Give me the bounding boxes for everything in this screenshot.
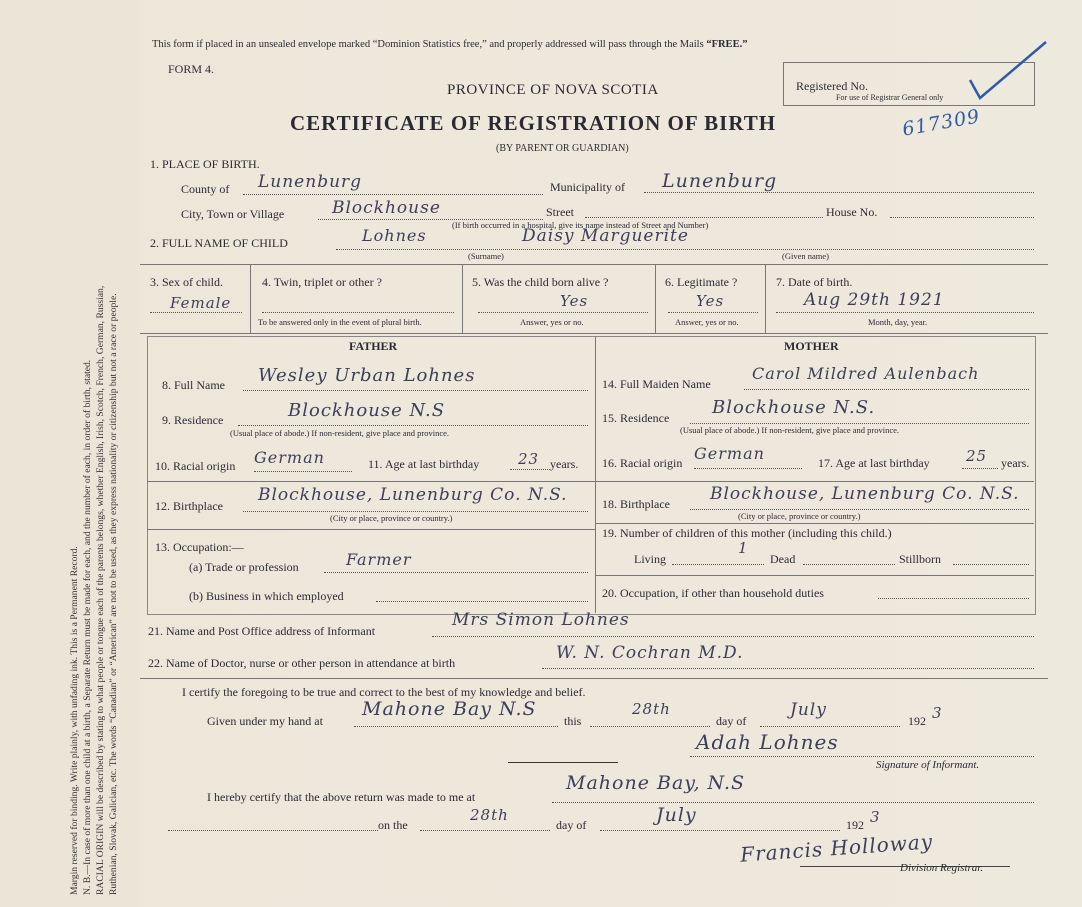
stillborn-label: Stillborn: [899, 552, 942, 566]
informant-value: Mrs Simon Lohnes: [452, 610, 630, 630]
return-place-line: [552, 802, 1034, 803]
father-birthplace-note: (City or place, province or country.): [330, 513, 453, 523]
doctor-line: [542, 668, 1034, 669]
certify-text: I certify the foregoing to be true and correct to the best of my knowledge and belief.: [182, 685, 586, 699]
mother-birthplace-label: 18. Birthplace: [602, 497, 670, 511]
house-label: House No.: [826, 205, 878, 219]
father-name-value: Wesley Urban Lohnes: [258, 365, 476, 386]
registrar-day-value: 28th: [470, 806, 509, 824]
sex-line: [150, 312, 242, 313]
father-abode-note: (Usual place of abode.) If non-resident, give place and province.: [230, 428, 450, 438]
given-at-label: Given under my hand at: [207, 714, 323, 728]
father-age-line: [510, 469, 550, 470]
business-line: [376, 601, 588, 602]
informant-signature: Adah Lohnes: [696, 730, 839, 754]
given-day-value: 28th: [632, 700, 671, 718]
informant-line: [432, 636, 1034, 637]
street-label: Street: [546, 205, 574, 219]
registrar-month-line: [600, 830, 840, 831]
divider: [765, 264, 766, 333]
form-number: FORM 4.: [168, 62, 215, 76]
mother-residence-value: Blockhouse N.S.: [712, 397, 876, 418]
mother-name-line: [744, 389, 1029, 390]
county-label: County of: [181, 182, 230, 196]
registrar-blank-line: [168, 830, 378, 831]
child-name-label: 2. FULL NAME OF CHILD: [150, 236, 288, 250]
surname-note: (Surname): [468, 251, 504, 261]
father-birthplace-value: Blockhouse, Lunenburg Co. N.S.: [258, 485, 568, 505]
registrar-month-value: July: [656, 804, 697, 826]
informant-label: 21. Name and Post Office address of Informant: [148, 624, 376, 638]
mother-racial-value: German: [694, 444, 765, 463]
given-note: (Given name): [782, 251, 829, 261]
father-residence-label: 9. Residence: [162, 413, 224, 427]
father-age-value: 23: [518, 450, 540, 468]
divider: [595, 481, 1034, 482]
father-years-label: years.: [550, 457, 579, 471]
registrar-year-value: 3: [870, 808, 881, 826]
dead-label: Dead: [770, 552, 796, 566]
on-the-label: on the: [378, 818, 408, 832]
legitimate-label: 6. Legitimate ?: [665, 275, 738, 289]
given-at-line: [354, 726, 558, 727]
registered-no-value: 617309: [900, 105, 982, 141]
mother-birthplace-value: Blockhouse, Lunenburg Co. N.S.: [710, 484, 1020, 504]
child-given-value: Daisy Marguerite: [522, 226, 689, 246]
city-value: Blockhouse: [332, 198, 441, 218]
birth-date-line: [776, 312, 1034, 313]
doctor-label: 22. Name of Doctor, nurse or other person in attendance at birth: [148, 656, 456, 670]
mother-age-label: 17. Age at last birthday: [818, 456, 930, 470]
mother-occupation-label: 20. Occupation, if other than household duties: [602, 586, 824, 600]
father-name-line: [243, 390, 588, 391]
legitimate-line: [668, 312, 758, 313]
given-month-value: July: [790, 700, 827, 720]
street-line: [585, 217, 823, 218]
mother-years-label: years.: [1001, 456, 1030, 470]
divider: [595, 575, 1034, 576]
living-line: [672, 564, 764, 565]
twin-label: 4. Twin, triplet or other ?: [262, 275, 382, 289]
father-racial-line: [254, 471, 352, 472]
divider: [147, 529, 595, 530]
birth-date-note: Month, day, year.: [868, 317, 928, 327]
municipality-label: Municipality of: [550, 180, 625, 194]
registered-no-label: Registered No.: [796, 79, 868, 93]
divider: [140, 678, 1048, 679]
occupation-label: 13. Occupation:—: [155, 540, 244, 554]
registrar-year-prefix: 192: [846, 818, 864, 832]
margin-notes: [68, 35, 120, 895]
dead-line: [803, 564, 895, 565]
father-racial-value: German: [254, 448, 325, 467]
margin-note: N. B.—In case of more than one child at a birth, a Separate Return must be made for each, and the number of each, in order of birth, stated.: [82, 359, 93, 895]
mail-notice: [152, 39, 747, 50]
trade-value: Farmer: [346, 550, 412, 569]
given-year-value: 3: [932, 704, 943, 722]
twin-line: [262, 312, 454, 313]
registrar-use-note: For use of Registrar General only: [836, 93, 944, 102]
registrar-day-line: [420, 830, 550, 831]
living-label: Living: [634, 552, 666, 566]
document-subtitle: (BY PARENT OR GUARDIAN): [496, 143, 629, 154]
given-year-prefix: 192: [908, 714, 926, 728]
father-birthplace-label: 12. Birthplace: [155, 499, 223, 513]
mother-residence-line: [690, 423, 1029, 424]
county-value: Lunenburg: [258, 172, 363, 192]
divider: [508, 762, 618, 763]
father-name-label: 8. Full Name: [162, 378, 225, 392]
mother-racial-label: 16. Racial origin: [602, 456, 683, 470]
sex-value: Female: [170, 294, 232, 312]
margin-note: RACIAL ORIGIN will be described by stating to what people or tongue each of the parents belongs, whether English, Irish, Scotch, French, German, Russian,: [95, 285, 106, 895]
margin-note: Margin reserved for binding. Write plainly, with unfading ink. This is a Permanent Record.: [69, 546, 80, 895]
sex-label: 3. Sex of child.: [150, 275, 223, 289]
divider: [140, 264, 1048, 265]
house-line: [890, 217, 1034, 218]
registrar-signature: Francis Holloway: [739, 829, 934, 867]
stillborn-line: [953, 564, 1029, 565]
mother-abode-note: (Usual place of abode.) If non-resident, give place and province.: [680, 425, 900, 435]
informant-signature-label: Signature of Informant.: [876, 759, 980, 771]
child-surname-value: Lohnes: [362, 226, 427, 245]
divider: [140, 333, 1048, 334]
living-value: 1: [738, 539, 749, 557]
mother-heading: MOTHER: [784, 339, 839, 353]
alive-label: 5. Was the child born alive ?: [472, 275, 609, 289]
father-racial-label: 10. Racial origin: [155, 459, 236, 473]
margin-note: Ruthenian, Slovak, Galician, etc. The words “Canadian” or “American” are not to be used, as they express nationality or citizenship but not a race or people.: [108, 293, 119, 895]
given-month-line: [760, 726, 900, 727]
mail-notice-text: This form if placed in an unsealed envelope marked “Dominion Statistics free,” and properly addressed will pass through the Mails: [152, 39, 704, 50]
return-text: I hereby certify that the above return was made to me at: [207, 790, 476, 804]
legitimate-note: Answer, yes or no.: [675, 317, 739, 327]
alive-note: Answer, yes or no.: [520, 317, 584, 327]
birth-date-value: Aug 29th 1921: [804, 290, 945, 310]
legitimate-value: Yes: [696, 292, 725, 310]
mother-birthplace-note: (City or place, province or country.): [738, 511, 861, 521]
municipality-value: Lunenburg: [662, 170, 778, 192]
province-heading: PROVINCE OF NOVA SCOTIA: [447, 82, 659, 98]
father-heading: FATHER: [349, 339, 398, 353]
divider: [655, 264, 656, 333]
twin-note: To be answered only in the event of plural birth.: [258, 317, 422, 327]
registrar-signature-label: Division Registrar.: [900, 862, 984, 874]
child-name-line: [336, 249, 1034, 250]
mother-racial-line: [694, 468, 802, 469]
mother-name-value: Carol Mildred Aulenbach: [752, 364, 980, 383]
informant-signature-line: [690, 756, 1034, 757]
mother-name-label: 14. Full Maiden Name: [602, 377, 711, 391]
place-of-birth-heading: 1. PLACE OF BIRTH.: [150, 157, 260, 171]
alive-value: Yes: [560, 292, 589, 310]
mother-occupation-line: [878, 598, 1029, 599]
mother-residence-label: 15. Residence: [602, 411, 670, 425]
trade-line: [324, 572, 588, 573]
mother-birthplace-line: [690, 509, 1029, 510]
return-place-value: Mahone Bay, N.S: [566, 772, 746, 794]
day-of-label: day of: [716, 714, 747, 728]
registrar-day-of-label: day of: [556, 818, 587, 832]
divider: [595, 336, 596, 613]
father-residence-value: Blockhouse N.S: [288, 400, 446, 421]
this-day-line: [590, 726, 710, 727]
mail-notice-free: “FREE.”: [706, 39, 748, 50]
divider: [595, 523, 1034, 524]
county-line: [243, 194, 543, 195]
city-label: City, Town or Village: [181, 207, 285, 221]
divider: [250, 264, 251, 333]
father-birthplace-line: [243, 511, 588, 512]
hospital-note: (If birth occurred in a hospital, give its name instead of Street and Number): [452, 220, 709, 230]
municipality-line: [644, 192, 1034, 193]
father-age-label: 11. Age at last birthday: [368, 457, 480, 471]
father-residence-line: [238, 425, 588, 426]
children-count-label: 19. Number of children of this mother (including this child.): [602, 526, 892, 540]
divider: [462, 264, 463, 333]
alive-line: [478, 312, 648, 313]
business-label: (b) Business in which employed: [189, 589, 344, 603]
given-at-value: Mahone Bay N.S: [362, 698, 537, 720]
mother-age-line: [962, 468, 998, 469]
doctor-value: W. N. Cochran M.D.: [556, 643, 744, 663]
trade-label: (a) Trade or profession: [189, 560, 299, 574]
document-title: CERTIFICATE OF REGISTRATION OF BIRTH: [290, 111, 777, 135]
checkmark-icon: [968, 40, 1048, 100]
divider: [147, 481, 595, 482]
birth-date-label: 7. Date of birth.: [776, 275, 853, 289]
this-label: this: [564, 714, 582, 728]
mother-age-value: 25: [966, 447, 988, 465]
